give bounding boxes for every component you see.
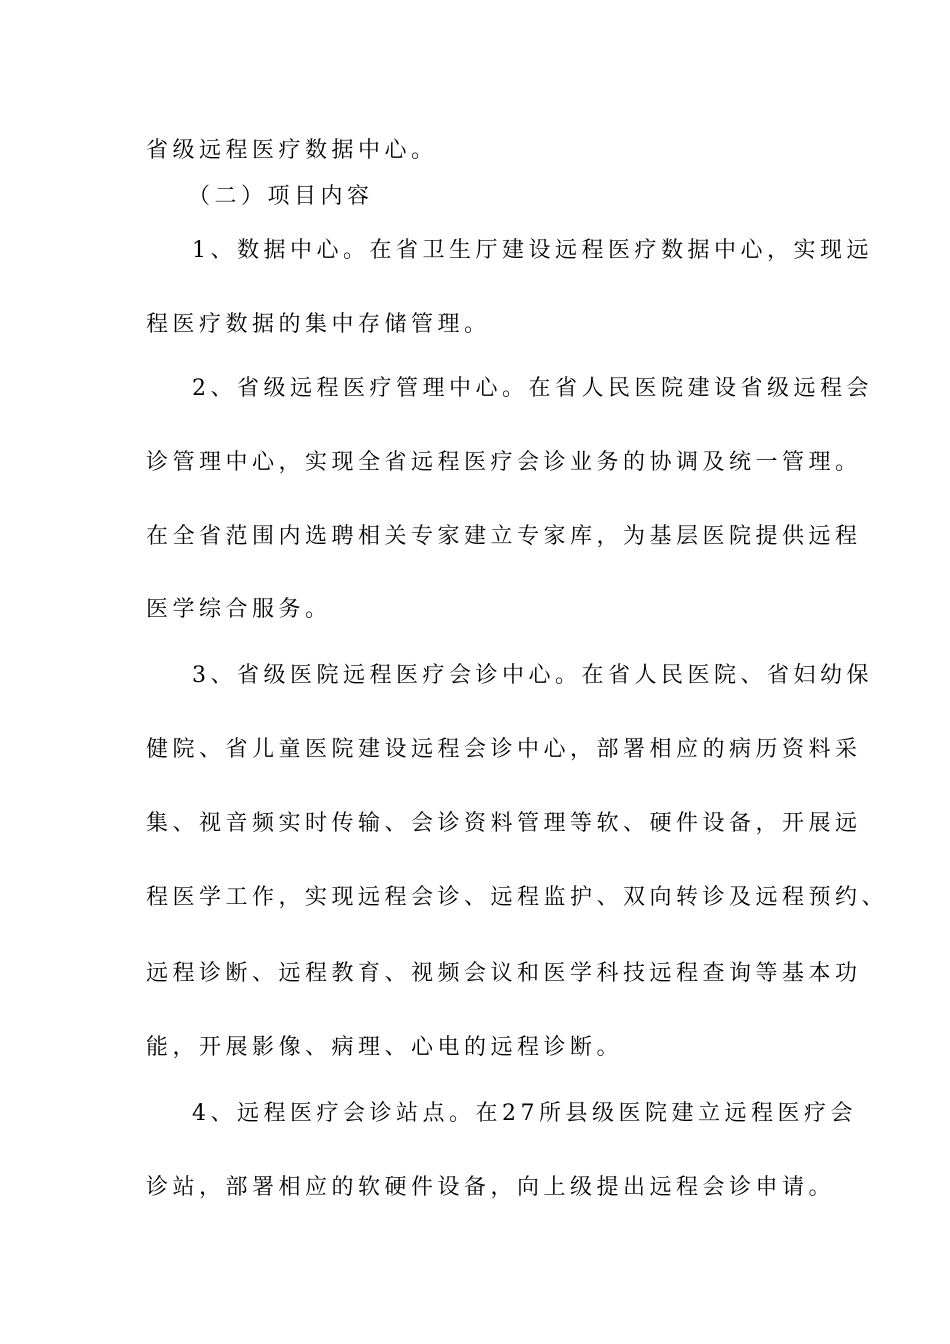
text-line: 健院、省儿童医院建设远程会诊中心，部署相应的病历资料采 (146, 737, 862, 762)
section-heading: （二）项目内容 (188, 184, 374, 209)
text-line: 2、省级远程医疗管理中心。在省人民医院建设省级远程会 (192, 376, 873, 401)
text-line: 程医疗数据的集中存储管理。 (146, 312, 491, 337)
text-line: 集、视音频实时传输、会诊资料管理等软、硬件设备，开展远 (146, 811, 862, 836)
text-line: 程医学工作，实现远程会诊、远程监护、双向转诊及远程预约、 (146, 885, 889, 910)
text-line: 远程诊断、远程教育、视频会议和医学科技远程查询等基本功 (146, 961, 862, 986)
text-line: 4、远程医疗会诊站点。在27所县级医院建立远程医疗会 (192, 1101, 857, 1126)
text-line: 1、数据中心。在省卫生厅建设远程医疗数据中心，实现远 (192, 238, 873, 263)
text-line: 诊管理中心，实现全省远程医疗会诊业务的协调及统一管理。 (146, 450, 862, 475)
text-line: 医学综合服务。 (146, 597, 332, 622)
text-line: 3、省级医院远程医疗会诊中心。在省人民医院、省妇幼保 (192, 663, 873, 688)
text-line: 诊站，部署相应的软硬件设备，向上级提出远程会诊申请。 (146, 1175, 836, 1200)
text-line: 省级远程医疗数据中心。 (146, 138, 438, 163)
text-line: 在全省范围内选聘相关专家建立专家库，为基层医院提供远程 (146, 524, 862, 549)
text-line: 能，开展影像、病理、心电的远程诊断。 (146, 1035, 624, 1060)
